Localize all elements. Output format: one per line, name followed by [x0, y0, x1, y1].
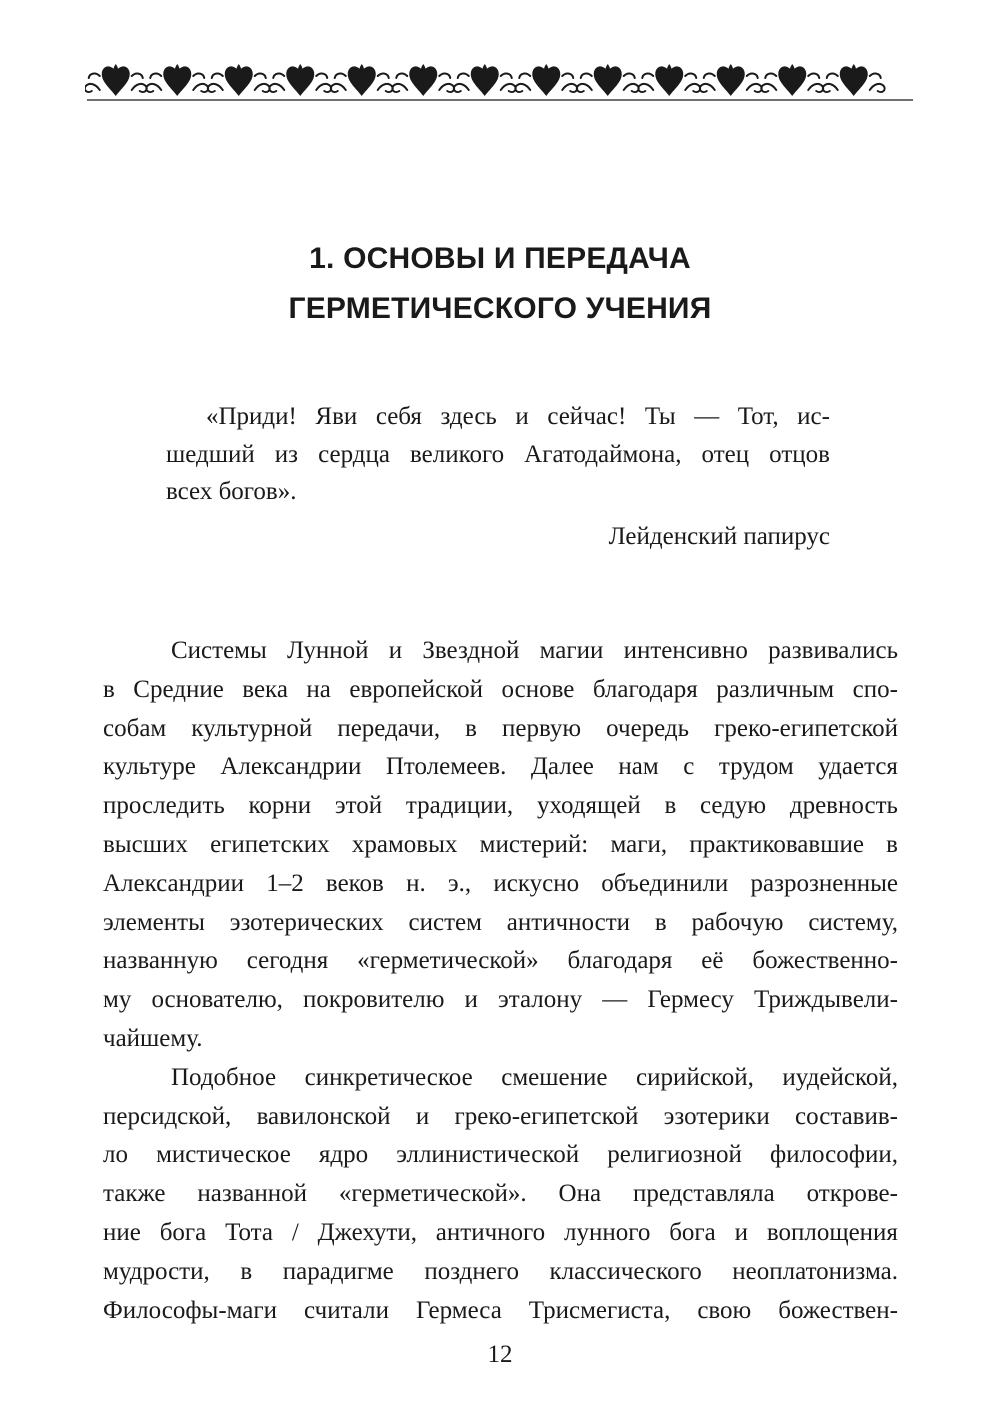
word: с [683, 753, 695, 781]
word: ло [103, 1141, 128, 1169]
word: — [602, 986, 628, 1014]
chapter-title-line-1: 1. ОСНОВЫ И ПЕРЕДАЧА [309, 242, 691, 275]
word: в [886, 830, 898, 858]
word: сегодня [246, 947, 329, 975]
text-line [103, 1253, 898, 1292]
word: очередь [606, 714, 690, 742]
word: спо- [852, 675, 898, 703]
text-line [103, 865, 898, 904]
word: сейчас! [547, 403, 627, 430]
word: э., [447, 869, 472, 897]
word: и [515, 403, 529, 430]
word: века [242, 675, 288, 703]
text-line [103, 632, 898, 671]
word: религиозной [607, 1141, 742, 1169]
word: веков [325, 869, 384, 897]
word: в [103, 675, 115, 703]
word: божественно- [752, 947, 898, 975]
word: также [103, 1180, 166, 1208]
word: благодаря [592, 675, 698, 703]
word: му [103, 986, 132, 1014]
word: 1–2 [266, 869, 304, 897]
word: из [274, 440, 299, 468]
word: ис- [797, 403, 830, 430]
text-line [103, 942, 898, 981]
ornament-motif [823, 64, 885, 96]
word: синкретическое [304, 1063, 473, 1091]
word: Яви [315, 403, 358, 430]
word: различным [716, 675, 835, 703]
chapter-title [0, 234, 1000, 334]
word: себя [375, 403, 422, 430]
word: объединили [601, 869, 729, 897]
word: бога [669, 1218, 716, 1246]
word: основе [501, 675, 575, 703]
chapter-title-line-2: ГЕРМЕТИЧЕСКОГО УЧЕНИЯ [288, 292, 712, 325]
word: высших [103, 830, 188, 858]
word: Лунной [287, 637, 369, 664]
word: искусно [493, 869, 580, 897]
text-line [103, 904, 898, 943]
word: эзотерических [229, 908, 384, 936]
word: н. [406, 869, 426, 897]
word: собам [103, 714, 167, 742]
word: традиции, [405, 792, 514, 820]
word: Ты [644, 403, 676, 430]
text-line [103, 826, 898, 865]
word: европейской [349, 675, 483, 703]
text-line [103, 1292, 898, 1331]
word: античного [435, 1218, 546, 1246]
text-line [103, 981, 898, 1020]
word: благодаря [567, 947, 673, 975]
word: древность [789, 792, 898, 820]
word: и [415, 1102, 430, 1130]
ornament-motif [146, 64, 208, 96]
word: в [240, 1257, 253, 1285]
word: покровителю [303, 986, 445, 1014]
word: Тот, [737, 403, 779, 430]
word: вавилонской [256, 1102, 391, 1130]
word: мудрости, [103, 1257, 210, 1285]
word: иудейской, [782, 1063, 898, 1091]
word: трудом [718, 753, 794, 781]
word: бога [159, 1218, 207, 1246]
word: Джехути, [317, 1218, 417, 1246]
word: ядро [318, 1141, 369, 1169]
word: Подобное [171, 1063, 277, 1091]
word: Философы-маги [103, 1296, 278, 1324]
ornament-motif [208, 64, 270, 96]
epigraph-line [166, 398, 830, 436]
word: Системы [171, 637, 267, 664]
word: уходящей [536, 792, 641, 820]
word: Звездной [422, 637, 520, 664]
epigraph-line: всех богов». [166, 478, 297, 505]
word: эллинистической [396, 1141, 580, 1169]
word: и [734, 1218, 748, 1246]
word: практиковавшие [689, 830, 864, 858]
word: и [388, 637, 403, 664]
word: рабочую [691, 908, 784, 936]
word: систему, [808, 908, 898, 936]
word: «Приди! [206, 403, 297, 430]
text-line [103, 748, 898, 787]
ornament-motif [269, 64, 331, 96]
text-line [103, 710, 898, 749]
word: отец [701, 440, 750, 468]
word: седую [700, 792, 767, 820]
text-line [103, 1059, 898, 1098]
word: элементы [103, 908, 205, 936]
word: отцов [769, 440, 830, 468]
word: сирийской, [636, 1063, 754, 1091]
ornament-motif [700, 64, 762, 96]
word: проследить [103, 792, 225, 820]
word: Далее [530, 753, 594, 781]
word: Средние [133, 675, 224, 703]
word: неоплатонизма. [732, 1257, 898, 1285]
word: её [701, 947, 724, 975]
word: Тота [225, 1218, 273, 1246]
word: культуре [103, 753, 196, 781]
ornament-motif [577, 64, 639, 96]
word: составив- [795, 1102, 898, 1130]
word: воплощения [766, 1218, 898, 1246]
word: Она [558, 1180, 602, 1208]
text-line [103, 1214, 898, 1253]
word: мистическое [156, 1141, 291, 1169]
ornament-motif [85, 64, 147, 96]
text-line [103, 1175, 898, 1214]
ornament-motif [515, 64, 577, 96]
word: считали [304, 1296, 389, 1324]
word: Александрии [103, 869, 245, 897]
text-line: чайшему. [103, 1024, 203, 1052]
word: смешение [501, 1063, 608, 1091]
word: эзотерики [663, 1102, 770, 1130]
word: персидской, [103, 1102, 232, 1130]
word: систем [408, 908, 482, 936]
word: Трисмегиста, [528, 1296, 671, 1324]
word: в [465, 714, 477, 742]
word: магии [539, 637, 604, 664]
decorative-ornament-border [85, 60, 915, 104]
word: Триждывели- [754, 986, 898, 1014]
word: передачи, [337, 714, 441, 742]
word: философии, [770, 1141, 898, 1169]
word: представляла [632, 1180, 775, 1208]
word: удается [818, 753, 898, 781]
text-line [103, 787, 898, 826]
word: позднего [424, 1257, 519, 1285]
word: Александрии [220, 753, 362, 781]
word: здесь [440, 403, 497, 430]
body-text [103, 632, 898, 1330]
word: греко-египетской [714, 714, 898, 742]
word: античности [506, 908, 631, 936]
page-number: 12 [487, 1341, 513, 1368]
word: интенсивно [623, 637, 748, 664]
word: названной [197, 1180, 307, 1208]
word: классического [549, 1257, 702, 1285]
ornament-motif [638, 64, 700, 96]
word: / [291, 1218, 299, 1246]
epigraph [166, 398, 830, 511]
word: мистерий: [479, 830, 589, 858]
ornament-motif [761, 64, 823, 96]
word: открове- [806, 1180, 898, 1208]
word: сердца [318, 440, 390, 468]
text-line [103, 1136, 898, 1175]
word: ние [103, 1218, 141, 1246]
text-line [103, 1098, 898, 1137]
word: Агатодаймона, [524, 440, 682, 468]
word: основателю, [151, 986, 283, 1014]
word: божествен- [778, 1296, 898, 1324]
word: — [694, 403, 720, 430]
word: эталону [498, 986, 583, 1014]
word: разрозненные [750, 869, 898, 897]
word: корни [248, 792, 312, 820]
text-line [103, 671, 898, 710]
word: нам [618, 753, 659, 781]
word: Гермеса [415, 1296, 502, 1324]
word: Птолемеев. [385, 753, 507, 781]
word: в [664, 792, 677, 820]
word: этой [334, 792, 383, 820]
word: и [464, 986, 478, 1014]
ornament-motif [331, 64, 393, 96]
word: культурной [191, 714, 313, 742]
word: храмовых [351, 830, 458, 858]
word: лунного [564, 1218, 651, 1246]
ornament-motif [392, 64, 454, 96]
word: маги, [610, 830, 668, 858]
word: развивались [768, 637, 898, 664]
word: первую [501, 714, 582, 742]
word: египетских [210, 830, 330, 858]
word: парадигме [282, 1257, 394, 1285]
ornament-motif [454, 64, 516, 96]
word: свою [697, 1296, 752, 1324]
word: на [306, 675, 331, 703]
word: греко-египетской [454, 1102, 639, 1130]
word: шедший [166, 440, 255, 468]
word: Гермесу [647, 986, 734, 1014]
word: великого [409, 440, 505, 468]
word: «герметической». [338, 1180, 527, 1208]
word: в [654, 908, 667, 936]
word: «герметической» [357, 947, 539, 975]
epigraph-source: Лейденский папирус [608, 523, 830, 550]
epigraph-line [166, 436, 830, 474]
word: названную [103, 947, 218, 975]
